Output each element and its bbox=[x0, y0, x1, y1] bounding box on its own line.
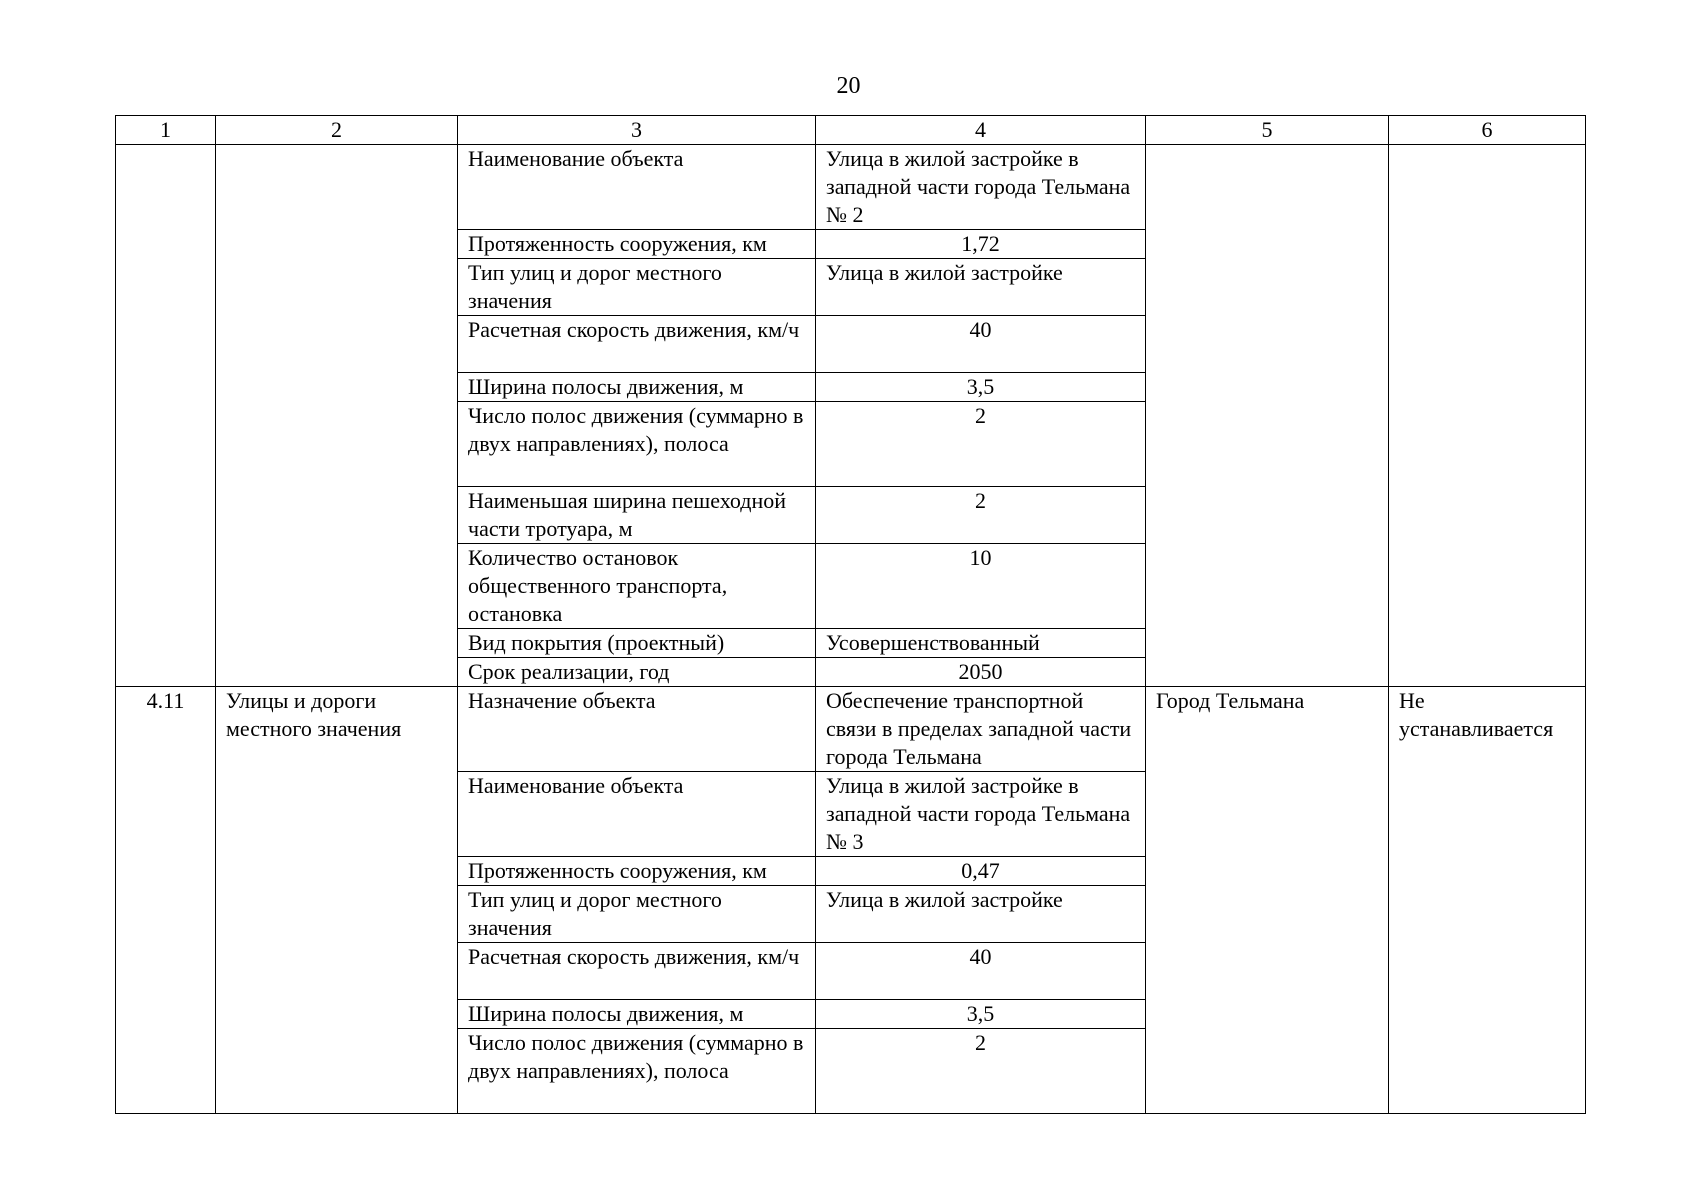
param-name: Тип улиц и дорог местного значения bbox=[458, 259, 816, 316]
param-value: Улица в жилой застройке bbox=[816, 259, 1146, 316]
param-name: Расчетная скорость движения, км/ч bbox=[458, 316, 816, 373]
param-name: Срок реализации, год bbox=[458, 658, 816, 687]
param-value: 1,72 bbox=[816, 230, 1146, 259]
param-name: Наименование объекта bbox=[458, 145, 816, 230]
param-value: 40 bbox=[816, 316, 1146, 373]
column-number: 1 bbox=[116, 116, 216, 145]
location-cell bbox=[1146, 145, 1389, 687]
param-value: 3,5 bbox=[816, 373, 1146, 402]
zone-cell bbox=[1389, 145, 1586, 687]
column-number: 4 bbox=[816, 116, 1146, 145]
param-value: 40 bbox=[816, 943, 1146, 1000]
param-name: Количество остановок общественного транспорта, остановка bbox=[458, 544, 816, 629]
objects-table bbox=[115, 115, 1586, 1114]
param-name: Число полос движения (суммарно в двух направлениях), полоса bbox=[458, 402, 816, 487]
column-number: 3 bbox=[458, 116, 816, 145]
table-row bbox=[116, 145, 1586, 230]
param-value: 2 bbox=[816, 1029, 1146, 1114]
param-name: Назначение объекта bbox=[458, 687, 816, 772]
page-number: 20 bbox=[836, 73, 861, 99]
param-value: Усовершенствованный bbox=[816, 629, 1146, 658]
object-number-cell bbox=[116, 145, 216, 687]
param-name: Число полос движения (суммарно в двух направлениях), полоса bbox=[458, 1029, 816, 1114]
param-name: Протяженность сооружения, км bbox=[458, 230, 816, 259]
param-value: 3,5 bbox=[816, 1000, 1146, 1029]
param-name: Протяженность сооружения, км bbox=[458, 857, 816, 886]
zone-cell: Не устанавливается bbox=[1389, 687, 1586, 1114]
param-value: Улица в жилой застройке в западной части города Тельмана № 2 bbox=[816, 145, 1146, 230]
param-name: Наименьшая ширина пешеходной части тротуара, м bbox=[458, 487, 816, 544]
param-name: Расчетная скорость движения, км/ч bbox=[458, 943, 816, 1000]
param-value: 2050 bbox=[816, 658, 1146, 687]
object-number-cell: 4.11 bbox=[116, 687, 216, 1114]
param-value: 10 bbox=[816, 544, 1146, 629]
param-value: Улица в жилой застройке bbox=[816, 886, 1146, 943]
param-value: 2 bbox=[816, 402, 1146, 487]
table-row bbox=[116, 687, 1586, 772]
object-type-cell: Улицы и дороги местного значения bbox=[216, 687, 458, 1114]
object-type-cell bbox=[216, 145, 458, 687]
param-value: Обеспечение транспортной связи в пределах западной части города Тельмана bbox=[816, 687, 1146, 772]
param-value: 2 bbox=[816, 487, 1146, 544]
param-name: Ширина полосы движения, м bbox=[458, 1000, 816, 1029]
location-cell: Город Тельмана bbox=[1146, 687, 1389, 1114]
column-number-row bbox=[116, 116, 1586, 145]
param-name: Наименование объекта bbox=[458, 772, 816, 857]
param-value: 0,47 bbox=[816, 857, 1146, 886]
param-value: Улица в жилой застройке в западной части города Тельмана № 3 bbox=[816, 772, 1146, 857]
column-number: 2 bbox=[216, 116, 458, 145]
param-name: Тип улиц и дорог местного значения bbox=[458, 886, 816, 943]
param-name: Ширина полосы движения, м bbox=[458, 373, 816, 402]
column-number: 6 bbox=[1389, 116, 1586, 145]
param-name: Вид покрытия (проектный) bbox=[458, 629, 816, 658]
column-number: 5 bbox=[1146, 116, 1389, 145]
